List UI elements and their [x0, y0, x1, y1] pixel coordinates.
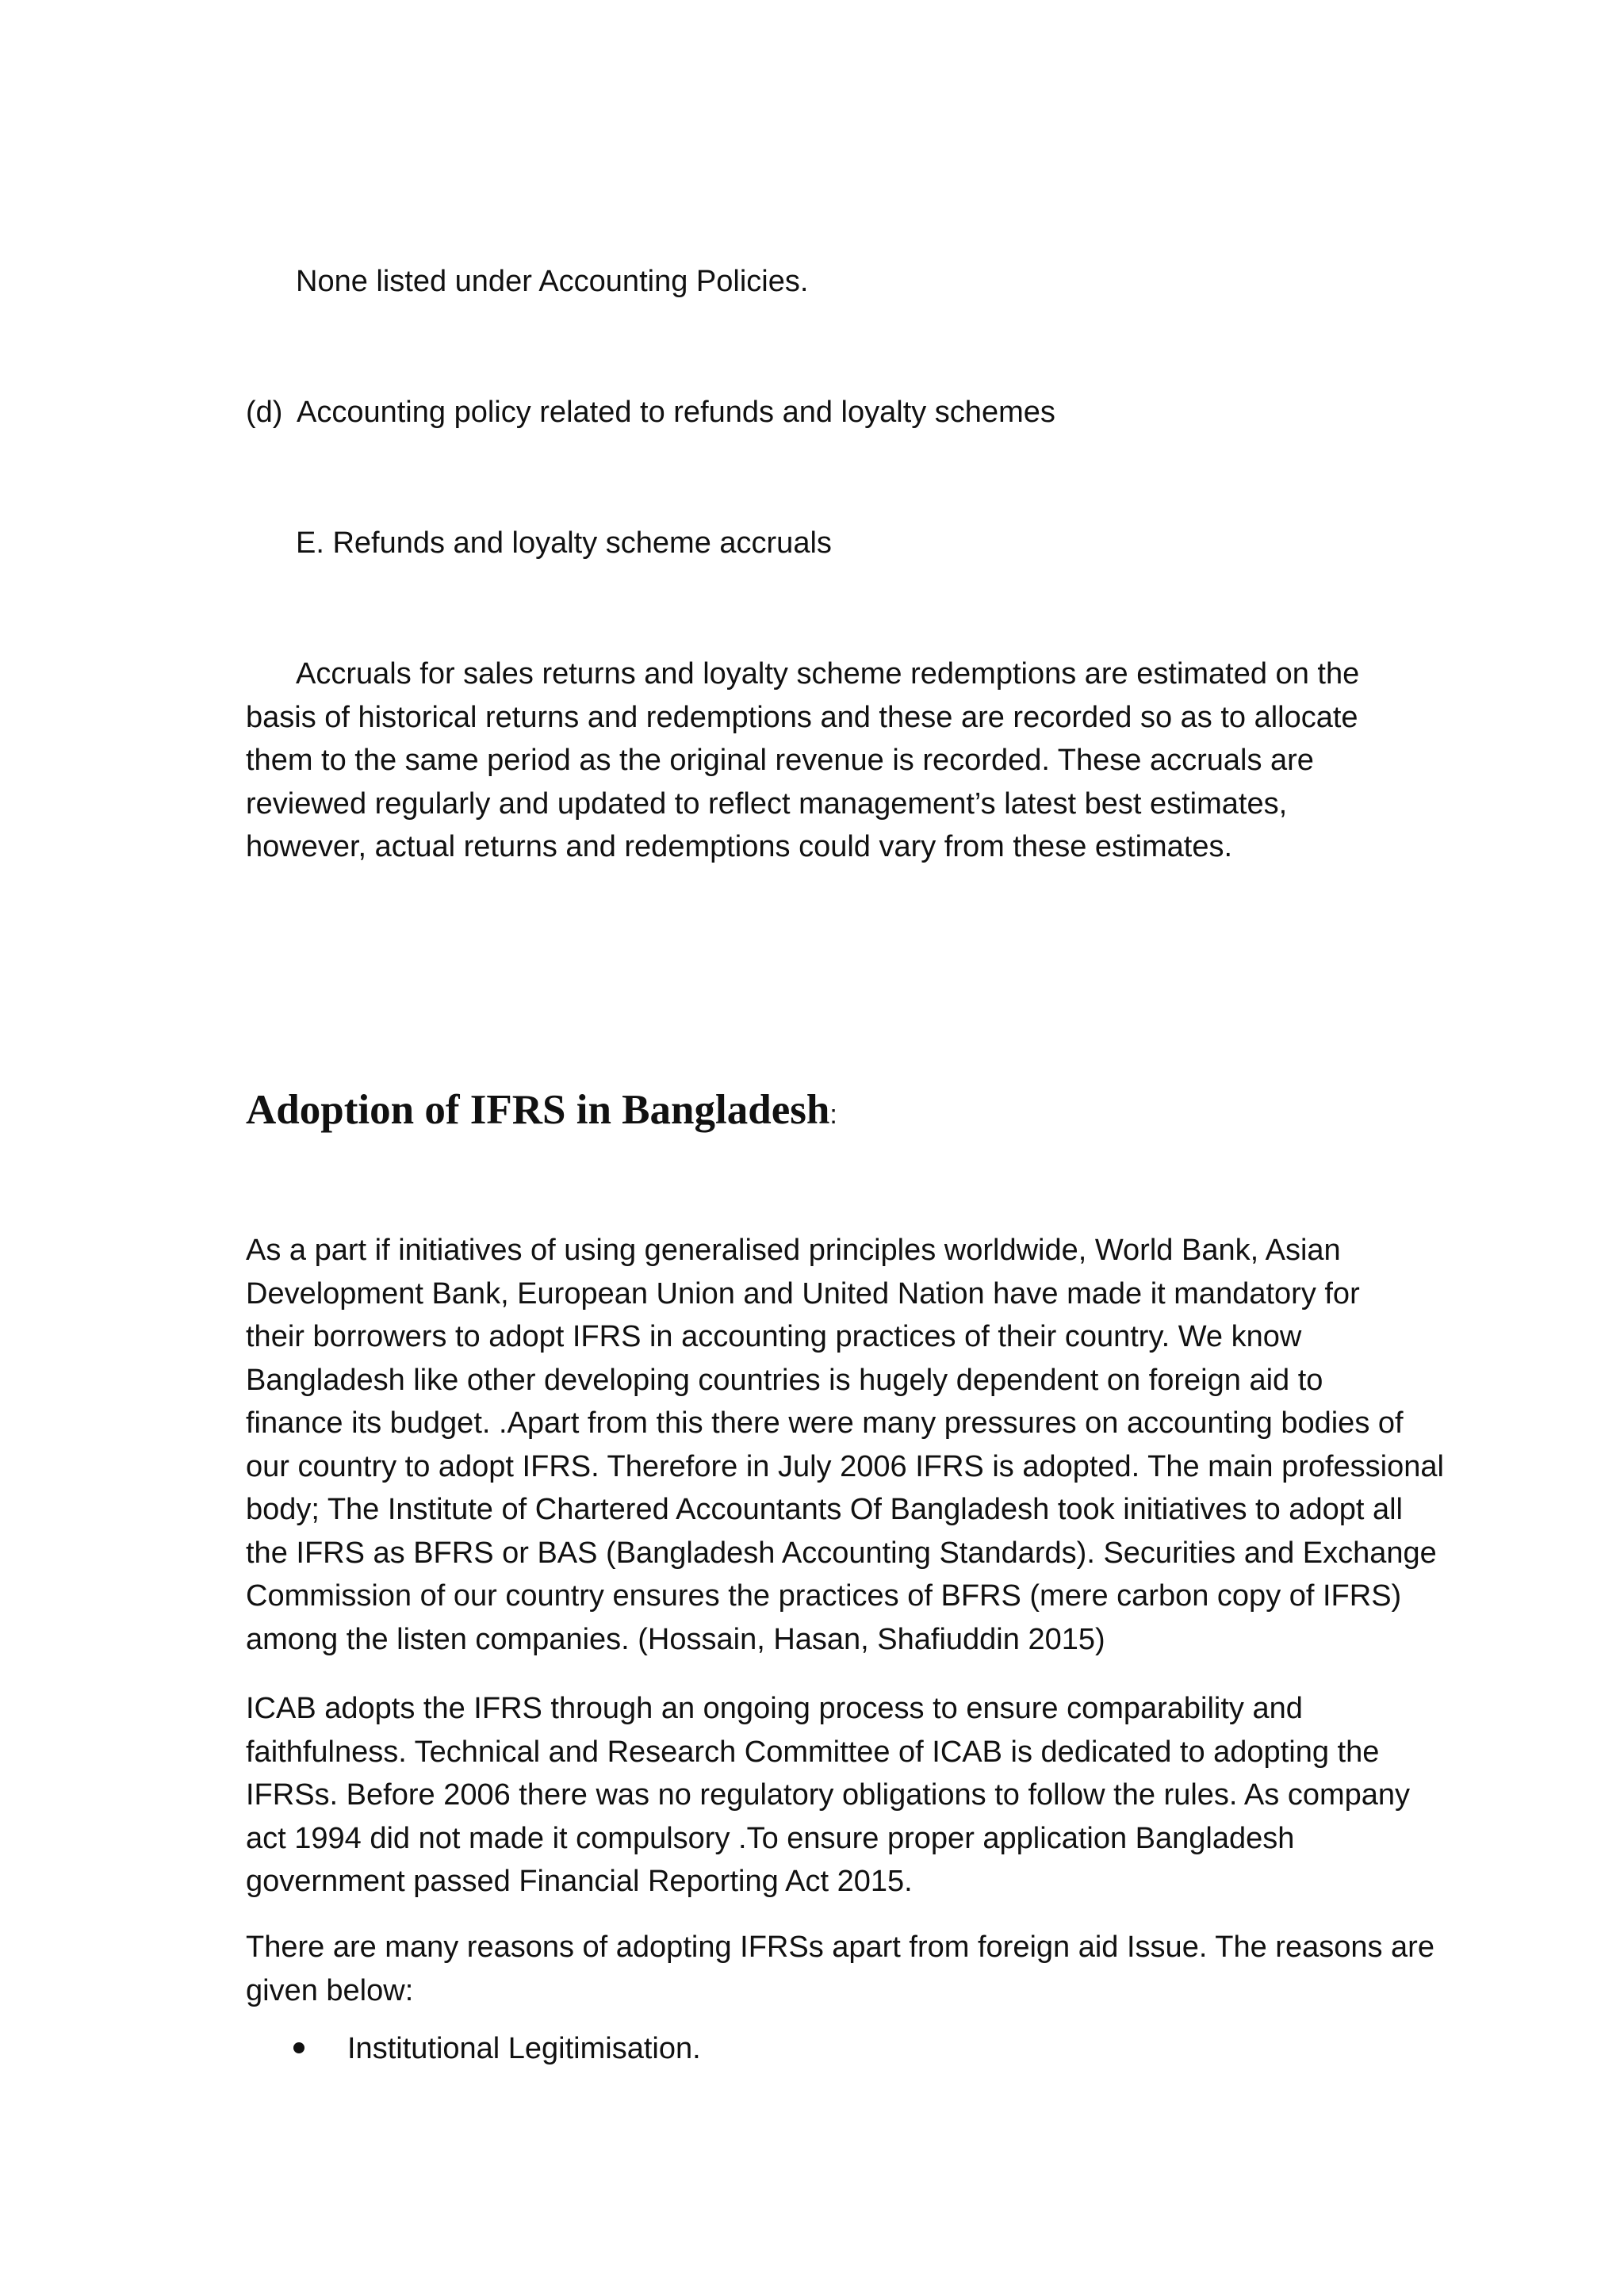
- adoption-paragraph-1: [246, 1229, 1444, 1661]
- bullet-icon: [293, 2042, 304, 2053]
- paragraph-line: among the listen companies. (Hossain, Hasan, Shafiuddin 2015): [246, 1622, 1105, 1656]
- paragraph-line: however, actual returns and redemptions could vary from these estimates.: [246, 830, 1233, 863]
- paragraph-line: Bangladesh like other developing countries is hugely dependent on foreign aid to: [246, 1363, 1323, 1397]
- paragraph-line: There are many reasons of adopting IFRSs apart from foreign aid Issue. The reasons are: [246, 1931, 1434, 1964]
- paragraph-line: the IFRS as BFRS or BAS (Bangladesh Accounting Standards). Securities and Exchange: [246, 1536, 1437, 1570]
- paragraph-line: government passed Financial Reporting Act 2015.: [246, 1865, 913, 1898]
- paragraph-line: finance its budget. .Apart from this there were many pressures on accounting bodies of: [246, 1406, 1404, 1440]
- paragraph-line: As a part if initiatives of using generalised principles worldwide, World Bank, Asian: [246, 1234, 1341, 1267]
- paragraph-line: body; The Institute of Chartered Accountants Of Bangladesh took initiatives to adopt all: [246, 1493, 1403, 1526]
- accruals-paragraph: [246, 652, 1359, 869]
- paragraph-line: given below:: [246, 1973, 414, 2007]
- paragraph-line: basis of historical returns and redemptions and these are recorded so as to allocate: [246, 700, 1358, 734]
- section-heading-colon: :: [829, 1100, 837, 1130]
- list-item-text: Institutional Legitimisation.: [347, 2032, 701, 2065]
- adoption-paragraph-2: [246, 1687, 1410, 1904]
- item-d-line: [246, 391, 1055, 434]
- section-heading: [246, 1082, 837, 1142]
- item-d-text: Accounting policy related to refunds and loyalty schemes: [297, 396, 1055, 429]
- paragraph-line: reviewed regularly and updated to reflect management’s latest best estimates,: [246, 786, 1288, 821]
- none-listed-line: None listed under Accounting Policies.: [296, 265, 809, 298]
- paragraph-line: Development Bank, European Union and United Nation have made it mandatory for: [246, 1276, 1360, 1311]
- paragraph-line: their borrowers to adopt IFRS in accounting practices of their country. We know: [246, 1320, 1302, 1353]
- paragraph-line: our country to adopt IFRS. Therefore in July 2006 IFRS is adopted. The main professional: [246, 1449, 1444, 1483]
- paragraph-line: act 1994 did not made it compulsory .To ensure proper application Bangladesh: [246, 1821, 1295, 1855]
- paragraph-line: ICAB adopts the IFRS through an ongoing process to ensure comparability and: [246, 1692, 1303, 1725]
- paragraph-line: faithfulness. Technical and Research Committee of ICAB is dedicated to adopting the: [246, 1735, 1380, 1769]
- paragraph-line: them to the same period as the original revenue is recorded. These accruals are: [246, 744, 1314, 777]
- paragraph-line: IFRSs. Before 2006 there was no regulatory obligations to follow the rules. As company: [246, 1778, 1411, 1812]
- paragraph-line: Commission of our country ensures the practices of BFRS (mere carbon copy of IFRS): [246, 1579, 1402, 1613]
- section-heading-text: Adoption of IFRS in Bangladesh: [246, 1087, 830, 1133]
- adoption-paragraph-3: [246, 1926, 1434, 2012]
- list-item: [293, 2027, 701, 2070]
- item-d-marker: (d): [246, 396, 283, 429]
- refunds-subheading: E. Refunds and loyalty scheme accruals: [296, 526, 832, 560]
- paragraph-line: Accruals for sales returns and loyalty scheme redemptions are estimated on the: [296, 657, 1360, 691]
